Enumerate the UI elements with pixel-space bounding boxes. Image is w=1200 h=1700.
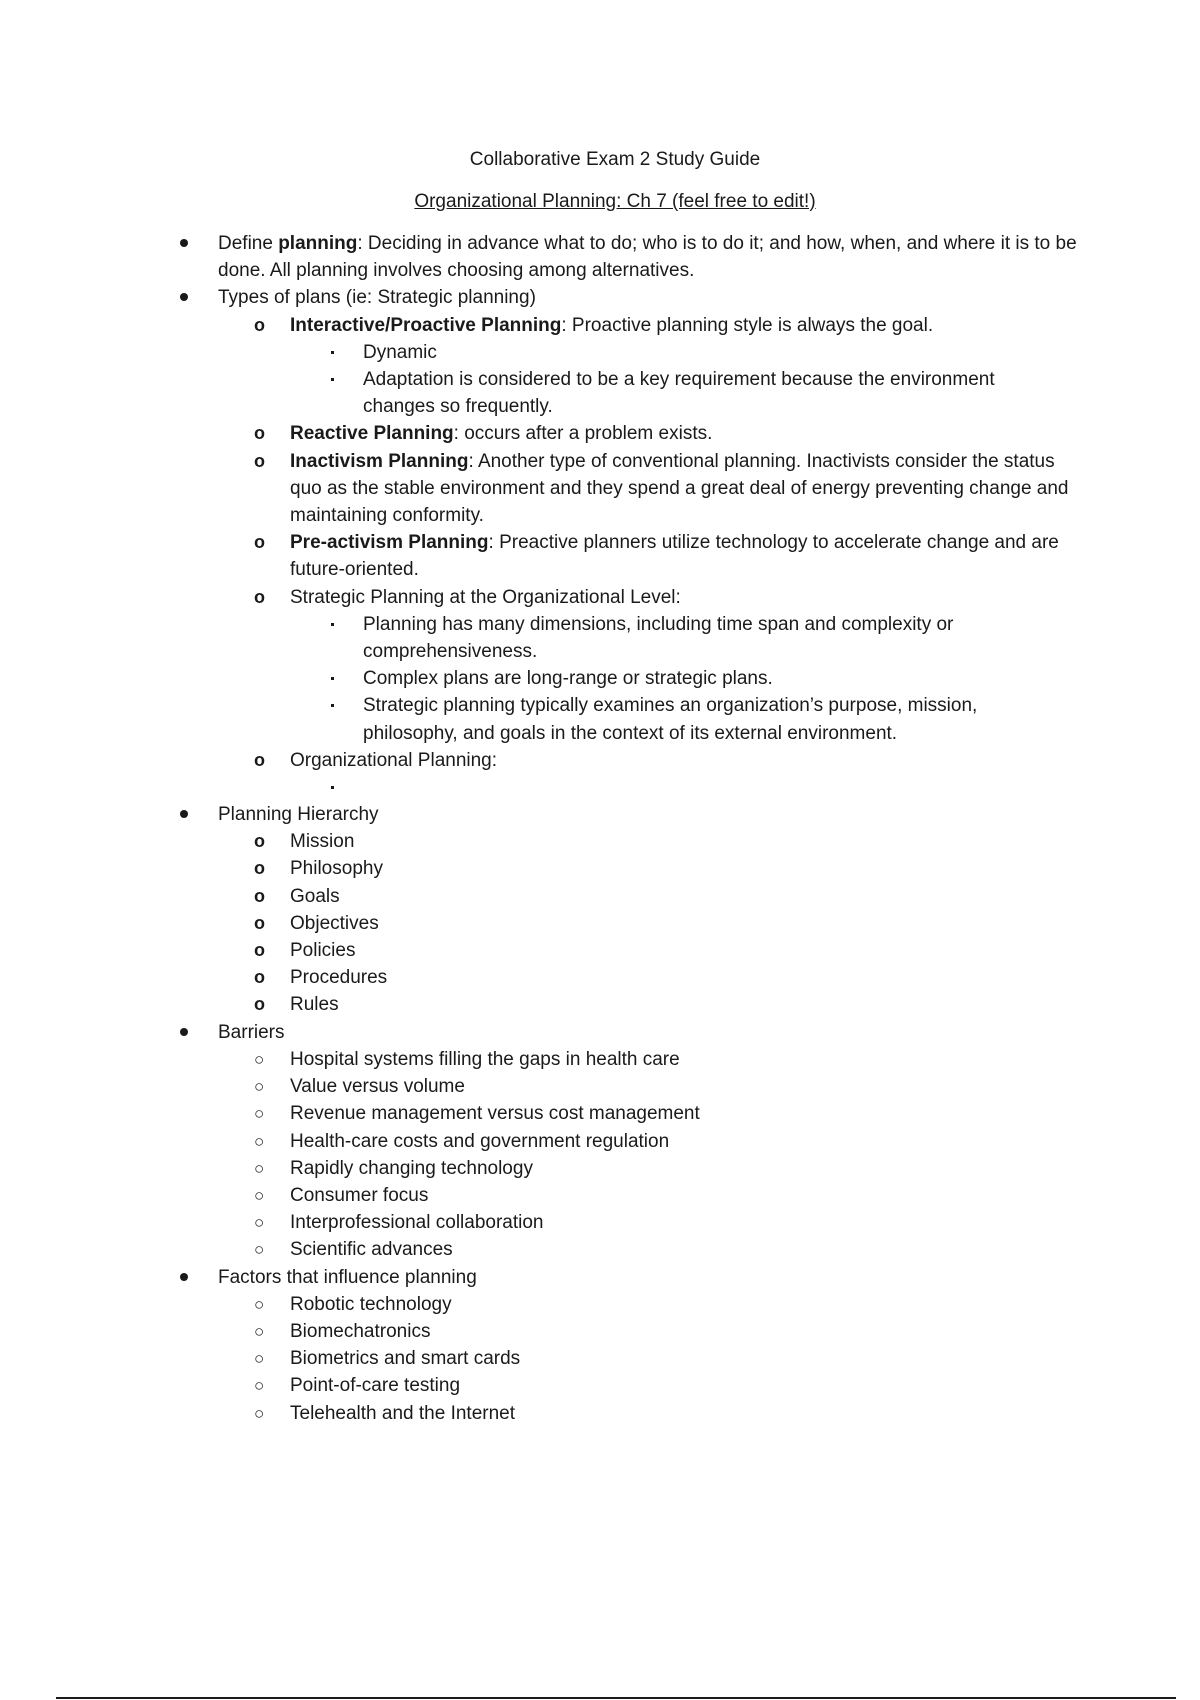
square-bullet-icon xyxy=(328,611,338,638)
list-item-interactive-bullet xyxy=(0,366,1063,420)
list-item-hierarchy xyxy=(0,910,1090,937)
bullet-icon xyxy=(178,801,190,828)
list-item-factor xyxy=(0,1345,1090,1372)
hollow-bullet-icon: ○ xyxy=(254,1049,265,1069)
list-item-barrier xyxy=(0,1182,1090,1209)
types-label: Types of plans (ie: Strategic planning) xyxy=(218,287,536,309)
sub-bullet-icon: o xyxy=(254,967,265,988)
list-item-barrier xyxy=(0,1155,1090,1182)
list-item-barrier xyxy=(0,1100,1090,1127)
hollow-bullet-icon: ○ xyxy=(254,1158,265,1178)
barriers-label: Barriers xyxy=(218,1021,285,1043)
list-item-barrier xyxy=(0,1209,1090,1236)
list-item-factor xyxy=(0,1318,1090,1345)
strategic-bullet-text: Planning has many dimensions, including time span and complexity or comprehensiveness. xyxy=(363,613,954,663)
factors-label: Factors that influence planning xyxy=(218,1266,477,1288)
hollow-bullet-icon: ○ xyxy=(254,1185,265,1205)
square-bullet-icon xyxy=(328,665,338,692)
barrier-item-text: Scientific advances xyxy=(290,1239,453,1261)
reactive-text: : occurs after a problem exists. xyxy=(453,423,713,445)
hierarchy-item-text: Procedures xyxy=(290,967,388,989)
list-item-factor xyxy=(0,1291,1090,1318)
sub-bullet-icon: o xyxy=(254,858,265,879)
hollow-bullet-icon: ○ xyxy=(254,1104,265,1124)
list-item-factor xyxy=(0,1400,1090,1427)
barrier-item-text: Revenue management versus cost management xyxy=(290,1103,700,1125)
hierarchy-item-text: Goals xyxy=(290,885,340,907)
hierarchy-item-text: Rules xyxy=(290,994,339,1016)
define-text: : Deciding in advance what to do; who is to do it; and how, when, and where it is to be done. All planning involves choosing among alternatives. xyxy=(218,233,1077,282)
interactive-term: Interactive/Proactive Planning xyxy=(290,314,562,336)
list-item-hierarchy xyxy=(0,855,1090,882)
list-item-hierarchy xyxy=(0,964,1090,991)
bullet-icon xyxy=(178,284,190,311)
interactive-text: : Proactive planning style is always the goal. xyxy=(561,314,934,336)
list-item-hierarchy xyxy=(0,828,1090,855)
hollow-bullet-icon: ○ xyxy=(254,1349,265,1369)
barrier-item-text: Interprofessional collaboration xyxy=(290,1212,544,1234)
list-item-hierarchy xyxy=(0,883,1090,910)
preactivism-term: Pre-activism Planning xyxy=(290,532,489,554)
sub-bullet-icon: o xyxy=(254,831,265,852)
barrier-item-text: Rapidly changing technology xyxy=(290,1157,533,1179)
factor-item-text: Point-of-care testing xyxy=(290,1375,461,1397)
list-item-inactivism-planning xyxy=(0,448,1090,530)
list-item-define-planning xyxy=(0,230,1098,284)
sub-bullet-icon: o xyxy=(254,532,265,553)
list-item-hierarchy xyxy=(0,937,1090,964)
list-item-organizational-bullet xyxy=(0,774,1063,801)
list-item-barrier xyxy=(0,1073,1090,1100)
factor-item-text: Biometrics and smart cards xyxy=(290,1348,521,1370)
hollow-bullet-icon: ○ xyxy=(254,1403,265,1423)
hollow-bullet-icon: ○ xyxy=(254,1321,265,1341)
hollow-bullet-icon: ○ xyxy=(254,1077,265,1097)
list-item-hierarchy xyxy=(0,991,1090,1018)
sub-bullet-icon: o xyxy=(254,940,265,961)
organizational-label: Organizational Planning: xyxy=(290,749,498,771)
hierarchy-item-text: Philosophy xyxy=(290,858,383,880)
hierarchy-label: Planning Hierarchy xyxy=(218,804,379,826)
sub-bullet-icon: o xyxy=(254,586,265,607)
list-item-interactive-bullet xyxy=(0,339,1063,366)
barrier-item-text: Value versus volume xyxy=(290,1076,465,1098)
preactivism-text: : Preactive planners utilize technology to accelerate change and are future-oriented. xyxy=(290,532,1059,581)
strategic-label: Strategic Planning at the Organizational Level: xyxy=(290,586,681,608)
strategic-bullet-text: Strategic planning typically examines an organization’s purpose, mission, philosophy, and goals in the context of its external environment. xyxy=(363,695,978,744)
sub-bullet-icon: o xyxy=(254,749,265,770)
hierarchy-item-text: Mission xyxy=(290,831,355,853)
list-item-strategic-bullet xyxy=(0,665,1063,692)
list-item-planning-hierarchy xyxy=(0,801,1098,828)
define-term: planning xyxy=(278,233,358,254)
bullet-icon xyxy=(178,1019,190,1046)
list-item-strategic-bullet xyxy=(0,692,1063,746)
list-item-preactivism-planning xyxy=(0,529,1090,583)
list-item-types-of-plans xyxy=(0,284,1098,311)
list-item-barrier xyxy=(0,1236,1090,1263)
hollow-bullet-icon: ○ xyxy=(254,1240,265,1260)
list-item-reactive-planning xyxy=(0,420,1090,447)
interactive-bullet-text: Dynamic xyxy=(363,341,437,363)
square-bullet-icon xyxy=(328,692,338,719)
sub-bullet-icon: o xyxy=(254,423,265,444)
sub-bullet-icon: o xyxy=(254,314,265,335)
list-item-organizational-planning xyxy=(0,747,1090,774)
factor-item-text: Biomechatronics xyxy=(290,1320,431,1342)
page-bottom-divider xyxy=(56,1697,1176,1699)
bullet-icon xyxy=(178,1264,190,1291)
document-subtitle: Organizational Planning: Ch 7 (feel free to edit!) xyxy=(414,191,816,212)
define-prefix: Define xyxy=(218,233,279,254)
square-bullet-icon xyxy=(328,366,338,393)
sub-bullet-icon: o xyxy=(254,450,265,471)
list-item-interactive-planning xyxy=(0,312,1090,339)
hollow-bullet-icon: ○ xyxy=(254,1131,265,1151)
list-item-barrier xyxy=(0,1046,1090,1073)
hierarchy-item-text: Objectives xyxy=(290,912,379,934)
square-bullet-icon xyxy=(328,774,338,801)
hollow-bullet-icon: ○ xyxy=(254,1376,265,1396)
list-item-barriers xyxy=(0,1019,1098,1046)
list-item-strategic-bullet xyxy=(0,611,1063,665)
strategic-bullet-text: Complex plans are long-range or strategic plans. xyxy=(363,668,773,690)
document-title: Collaborative Exam 2 Study Guide xyxy=(469,149,761,170)
factor-item-text: Telehealth and the Internet xyxy=(290,1402,516,1424)
list-item-strategic-planning xyxy=(0,584,1090,611)
bullet-icon xyxy=(178,230,190,257)
hollow-bullet-icon: ○ xyxy=(254,1213,265,1233)
barrier-item-text: Hospital systems filling the gaps in health care xyxy=(290,1048,680,1070)
square-bullet-icon xyxy=(328,339,338,366)
barrier-item-text: Health-care costs and government regulation xyxy=(290,1130,670,1152)
hierarchy-item-text: Policies xyxy=(290,940,356,962)
interactive-bullet-text: Adaptation is considered to be a key requirement because the environment changes so frequently. xyxy=(363,369,995,418)
barrier-item-text: Consumer focus xyxy=(290,1184,429,1206)
hollow-bullet-icon: ○ xyxy=(254,1294,265,1314)
factor-item-text: Robotic technology xyxy=(290,1293,452,1315)
list-item-barrier xyxy=(0,1128,1090,1155)
inactivism-term: Inactivism Planning xyxy=(290,450,469,472)
inactivism-text: : Another type of conventional planning. Inactivists consider the status quo as the stable environment and they spend a great deal of energy preventing change and maintaining conformity. xyxy=(290,450,1069,527)
list-item-factor xyxy=(0,1372,1090,1399)
document-body xyxy=(0,230,1200,1427)
reactive-term: Reactive Planning xyxy=(290,423,454,445)
sub-bullet-icon: o xyxy=(254,912,265,933)
sub-bullet-icon: o xyxy=(254,994,265,1015)
sub-bullet-icon: o xyxy=(254,885,265,906)
list-item-factors xyxy=(0,1264,1098,1291)
